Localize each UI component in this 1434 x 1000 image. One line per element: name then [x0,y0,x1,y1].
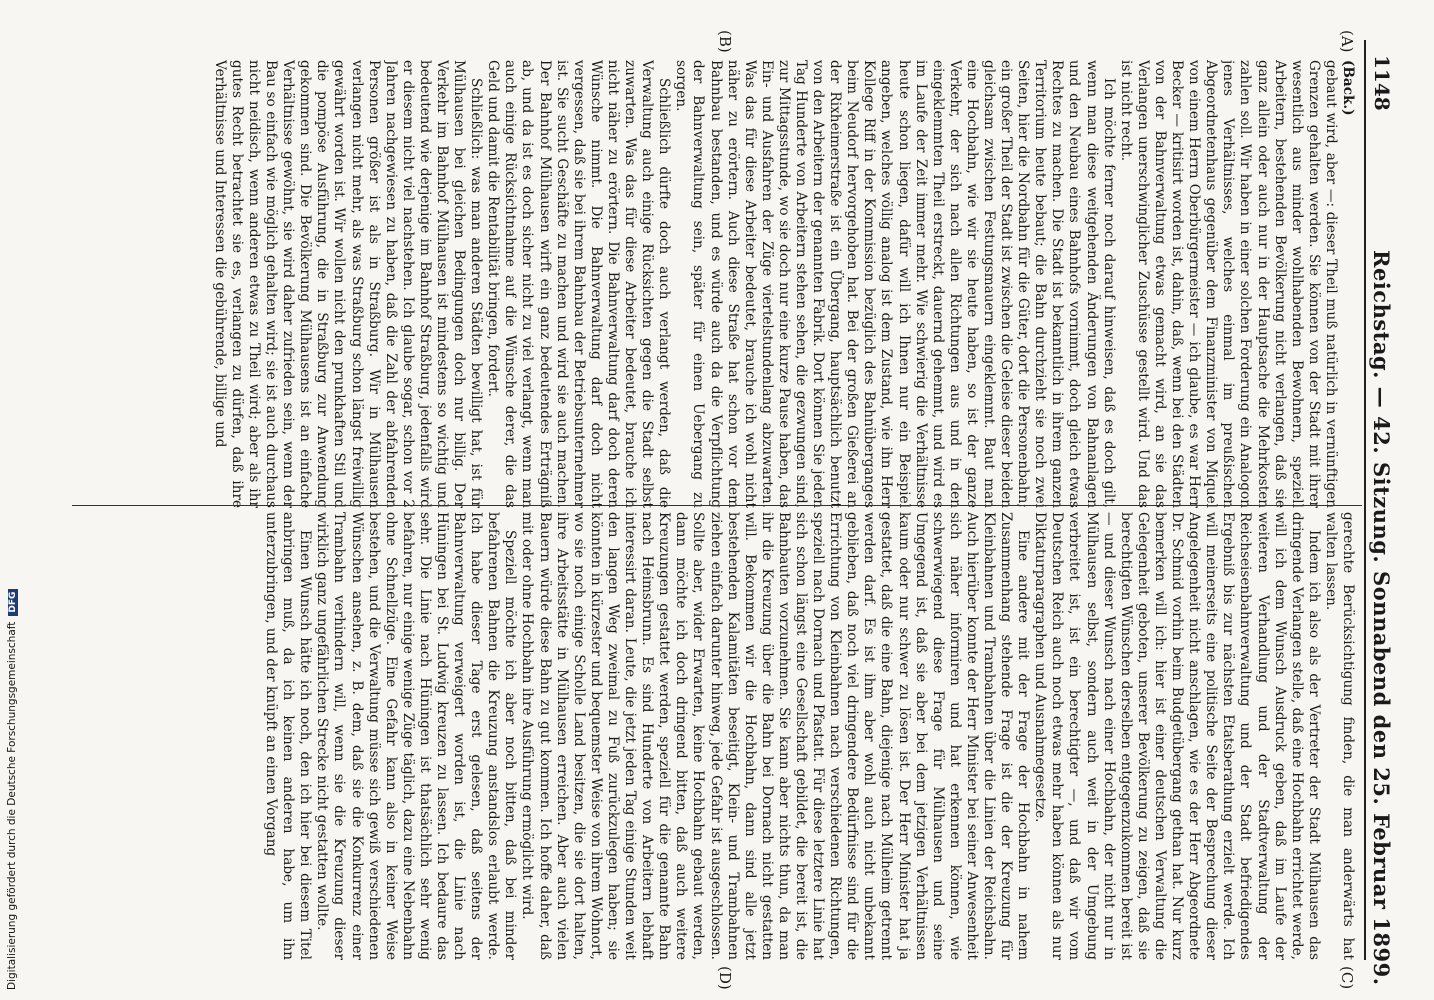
credit-text: Digitalisierung gefördert durch die Deutsche Forschungsgemeinschaft [6,621,18,990]
speaker-name: (Back.) [1340,60,1356,116]
column-divider [72,505,1362,506]
page-number: 1148 [1370,55,1394,111]
paragraph: Schließlich: was man anderen Städten bewilligt hat, ist für Mülhausen bei gleichen Bedingungen doch nur billig. Der Verkehr im Bahnhof Mülhausen ist mindestens so wichtig und bedeutend wie derjenige im Bahnhof Straßburg, jedenfalls wird er diesem nicht viel nachstehen. Ich glaube sogar, schon vor 2 Jahren nachgewiesen zu haben, daß die Zahl der abfahrenden Personen größer ist als in Straßburg. Wir in Mülhausen verlangen nicht mehr, als was Straßburg schon längst freiwillig gewährt worden ist. Wir wollen nicht den prunkhaften Stil und die pompöse Ausführung, die in Straßburg zur Anwendung gekommen sind. Die Bevölkerung Mülhausens ist an einfache Verhältnisse gewöhnt, sie wird daher zufrieden sein, wenn der Bau so einfach wie möglich gehalten wird; sie ist auch durchaus nicht neidisch, wenn anderen etwas zu Theil wird; aber als ihr gutes Recht betrachtet sie es, verlangen zu dürfen, daß ihre Verhältnisse und Interessen die gebührende, billige und [211,60,485,508]
digitization-credit [6,589,18,990]
paragraph: Schließlich dürfte doch auch verlangt werden, daß die Verwaltung auch einige Rücksichten gegen die Stadt selbst zuwarten. Was das für diese Arbeiter bedeutet, brauche ich nicht näher zu erörtern. Die Bahnverwaltung darf doch deren Wünsche nimmt. Die Bahnverwaltung darf doch nicht vergessen, daß sie bei ihrem Bahnbau der Betriebsunternehmer ist. Sie sucht Geschäfte zu machen und wird sie auch machen. Der Bahnhof Mülhausen wirft ein ganz bedeutendes Erträgniß ab, und da ist es doch sicher nicht zu viel verlangt, wenn man auch einige Rücksichtnahme auf die Wünsche derer, die das Geld und damit die Rentabilität bringen, fordert. [485,60,673,508]
text-column-right [76,512,1356,960]
margin-mark-b: (B) [716,30,734,53]
paragraph: Indem ich also als der Vertreter der Stadt Mülhausen das dringende Verlangen stelle, daß eine Hochbahn errichtet werde, will ich dem Wunsch Ausdruck geben, daß im Laufe der weiteren Verhandlung und der Stadtverwaltung der Reichseisenbahnverwaltung und der Stadt befriedigendes Ergebniß bis zur nächsten Etatsberathung erzielt werde. Ich will meinerseits eine politische Seite der Besprechung dieser Angelegenheit nicht anschlagen, wie es der Herr Abgeordnete Dr. Schmid vorhin beim Budgetübergang gethan hat. Nur kurz bemerken will ich: hier ist einer deutschen Verwaltung die Gelegenheit geboten, unserer Bevölkerung zu zeigen, daß sie berechtigten Wünschen derselben entgegenzukommen bereit ist — und dieser Wunsch nach einer Hochbahn, der nicht nur in Mülhausen selbst, sondern auch weit in der Umgebung verbreitet ist, ist ein berechtigter —, und daß wir vom Deutschen Reich auch noch etwas mehr haben können als nur Diktaturparagraphen und Ausnahmegesetze. [1032,512,1322,960]
margin-mark-a: (A) [1338,30,1356,53]
page-header [1360,0,1400,1000]
page-title: Reichstag. — 42. Sitzung. Sonnabend den 25. Februar 1899. [1369,250,1394,986]
margin-mark-c: (C) [1338,966,1356,990]
dfg-logo: DFG [8,589,18,616]
text-column-left [76,60,1356,508]
margin-mark-d: (D) [716,966,734,990]
paragraph: Ich möchte ferner noch darauf hinweisen, daß es doch gilt, wenn man diese weitgehenden Änderungen von Bahnanlagen und den Neubau eines Bahnhofs vornimmt, doch gleich etwas Rechtes zu machen. Die Stadt ist bekanntlich in ihrem ganzen Territorium heute bebaut; die Bahn durchzieht sie noch zwei Seiten, hier die Nordbahn für die Güter, dort die Personenbahn; ein großer Theil der Stadt ist zwischen die Geleise dieser beiden gleichsam zwischen Festungsmauern eingeklemmt. Baut man eine Hochbahn, wie wir sie heute haben, so ist der ganze Verkehr, der sich nach allen Richtungen aus und in den eingeklemmten Theil erstreckt, dauernd gehemmt, und wird es im Laufe der Zeit immer mehr. Wie schwierig die Verhältnisse heute schon liegen, dafür will ich Ihnen nur ein Beispiel angeben, welches völlig analog ist dem Zustand, wie ihn Herr Kollege Riff in der Kommission bezüglich des Bahnüberganges beim Neudorf hervorgehoben hat. Bei der großen Gießerei an der Rixheimerstraße ist ein Übergang, hauptsächlich benutzt von den Arbeitern der genannten Fabrik. Dort können Sie jeden Tag Hunderte von Arbeitern stehen sehen, die gezwungen sind, zur Mittagsstunde, wo sie doch nur eine kurze Pause haben, das Ein- und Ausfahren der Züge viertelstundenlang abzuwarten. Was das für diese Arbeiter bedeutet, brauche ich wohl nicht näher zu erörtern. Auch diese Straße hat schon vor dem Bahnbau bestanden, und es würde auch da die Verpflichtung der Bahnverwaltung sein, später für einen Uebergang zu sorgen. [673,60,1117,508]
paragraph: Eine andere mit der Frage der Hochbahn in nahem Zusammenhang stehende Frage ist die der Kreuzung für Kleinbahnen und Trambahnen über die Linien der Reichsbahn. Auch hierüber konnte der Herr Minister bei seiner Anwesenheit sich näher informiren und hat erkennen können, wie schwerwiegend diese Frage für Mülhausen und seine Umgegend ist, daß sie aber bei dem jetzigen Verhältnissen kaum oder nur schwer zu lösen ist. Der Herr Minister hat ja gestattet, daß die eine Bahn, diejenige nach Mülheim getrennt werden darf. Es ist ihm aber wohl auch nicht unbekannt geblieben, daß noch viel dringendere Bedürfnisse sind für die Errichtung von Kleinbahnen nach verschiedenen Richtungen, speziell nach Dornach und Pfastatt. Für diese letztere Linie hat sich schon längst eine Gesellschaft gebildet, die bereit ist, die Bahnbauten vorzunehmen. Sie kann aber nichts thun, da man ihr die Kreuzung über die Bahn bei Dornach nicht gestatten will. Bekommen wir die Hochbahn, dann sind alle jetzt bestehenden Kalamitäten beseitigt, Klein- und Trambahnen ziehen einfach darunter hinweg, jede Gefahr ist ausgeschlossen. Sollte aber, wider Erwarten, keine Hochbahn gebaut werden, dann möchte ich doch dringend bitten, daß auch weitere Kreuzungen gestattet werden, speziell für die genannte Bahn nach Heimsbrunn. Es sind Hunderte von Arbeitern lebhaft interessirt daran. Leute, die jetzt jeden Tag einige Stunden weit den langen Weg zweimal zu Fuß zurückzulegen haben; sie könnten in kürzester und bequemster Weise von ihrem Wohnort, wo sie noch einige Scholle Land besitzen, die sie dort halten, ihre Arbeitsstätte in Mülhausen erreichen. Aber auch vielen Bauern würde diese Bahn zu gut kommen. Ich hoffe daher, daß mit oder ohne Hochbahn ihre Ausführung ermöglicht wird. [519,512,1032,960]
paragraph: Speziell möchte ich aber noch bitten, daß bei minder befahrenen Bahnen die Kreuzung anstandslos erlaubt werde. Ich habe dieser Tage erst gelesen, daß seitens der Bahnverwaltung verweigert worden ist, die Linie nach Hüningen bei St. Ludwig kreuzen zu lassen. Ich bedaure das sehr. Die Linie nach Hüningen ist thatsächlich sehr wenig befahren, nur einige wenige Züge täglich, dazu eine Nebenbahn ohne Schnellzüge. Eine Gefahr kann also in keiner Weise bestehen, und die Verwaltung müsse sich gewiß verschiedenen Wünschen ansehen, z. B. dem, daß sie die Konkurrenz einer Trambahn verhindern will, wenn sie die Kreuzung dieser wirklich ganz ungefährlichen Strecke nicht gestatten wollte. [314,512,519,960]
paragraph: gerechte Berücksichtigung finden, die man anderwärts hat walten lassen. [1322,512,1356,960]
header-rule [1364,40,1366,960]
paragraph: Einen Wunsch hätte ich noch, den ich hier bei diesem Titel anbringen muß, da ich keinen anderen habe, um ihn unterzubringen, und der knüpft an einen Vorgang [263,512,314,960]
paragraph: gebaut wird, aber —: dieser Theil muß natürlich in vernünftigen Grenzen gehalten werden. Sie können von der Stadt mit ihrer wesentlich aus minder wohlhabenden Bewohnern, speziell Arbeitern, bestehenden Bevölkerung nicht verlangen, daß sie ganz allein oder auch nur in der Hauptsache die Mehrkosten zahlen soll. Wir haben in einer solchen Forderung ein Analogon jenes Verhältnisses, welches einmal im preußischen Abgeordnetenhaus gegenüber dem Finanzminister von Miquel von einem Herrn Oberbürgermeister — ich glaube, es war Herr Becker — kritisirt worden ist, dahin, daß, wenn bei den Städten von der Bahnverwaltung etwas gemacht wird, an sie das Verlangen unerschwinglicher Zuschüsse gestellt wird. Und das ist nicht recht. [1117,60,1339,508]
